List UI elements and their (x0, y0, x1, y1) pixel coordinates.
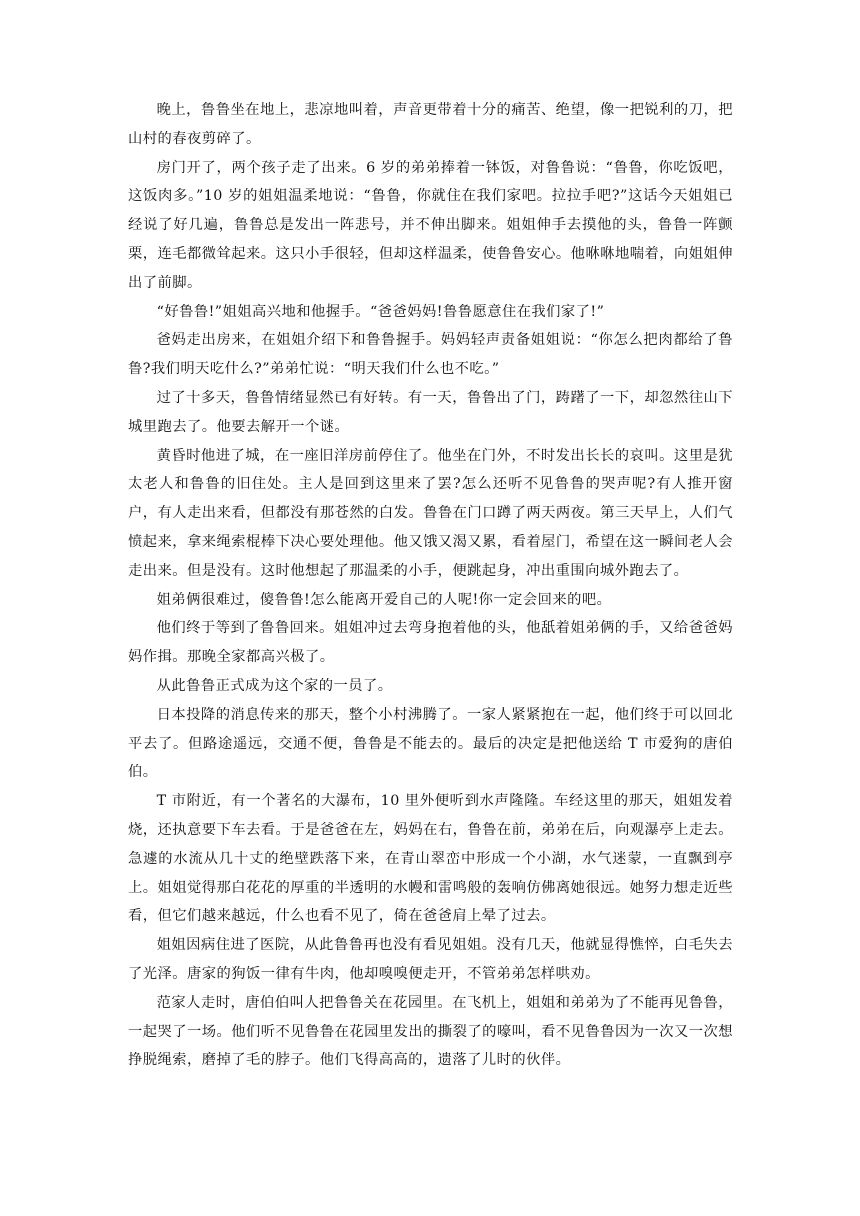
paragraph: “好鲁鲁!”姐姐高兴地和他握手。“爸爸妈妈!鲁鲁愿意住在我们家了!” (156, 303, 605, 320)
paragraph: 从此鲁鲁正式成为这个家的一员了。 (156, 677, 393, 694)
paragraph: 姐姐因病住进了医院，从此鲁鲁再也没有看见姐姐。没有几天，他就显得憔悴，白毛失去了光泽。唐家的狗饭一律有牛肉，他却嗅嗅便走开，不管弟弟怎样哄劝。 (128, 937, 733, 982)
paragraph: 过了十多天，鲁鲁情绪显然已有好转。有一天，鲁鲁出了门，踌躇了一下，却忽然往山下城里跑去了。他要去解开一个谜。 (128, 389, 733, 435)
document-page (128, 96, 733, 1075)
paragraph: T 市附近，有一个著名的大瀑布，10 里外便听到水声隆隆。车经这里的那天，姐姐发着烧，还执意要下车去看。于是爸爸在左，妈妈在右，鲁鲁在前，弟弟在后，向观瀑亭上走去。急遽的水流从几十丈的绝壁跌落下来，在青山翠峦中形成一个小湖，水气迷蒙，一直飘到亭上。姐姐觉得那白花花的厚重的半透明的水幔和雷鸣般的轰响仿佛离她很远。她努力想走近些看，但它们越来越远，什么也看不见了，倚在爸爸肩上晕了过去。 (128, 793, 733, 925)
paragraph: 他们终于等到了鲁鲁回来。姐姐冲过去弯身抱着他的头，他舐着姐弟俩的手，又给爸爸妈妈作揖。那晚全家都高兴极了。 (128, 620, 733, 666)
paragraph: 姐弟俩很难过，傻鲁鲁!怎么能离开爱自己的人呢!你一定会回来的吧。 (156, 591, 612, 608)
paragraph: 范家人走时，唐伯伯叫人把鲁鲁关在花园里。在飞机上，姐姐和弟弟为了不能再见鲁鲁，一起哭了一场。他们听不见鲁鲁在花园里发出的撕裂了的嚎叫，看不见鲁鲁因为一次又一次想挣脱绳索，磨掉了毛的脖子。他们飞得高高的，遗落了儿时的伙伴。 (128, 994, 733, 1069)
paragraph: 爸妈走出房来，在姐姐介绍下和鲁鲁握手。妈妈轻声责备姐姐说：“你怎么把肉都给了鲁鲁?我们明天吃什么?”弟弟忙说：“明天我们什么也不吃。” (128, 332, 733, 378)
paragraph: 黄昏时他进了城，在一座旧洋房前停住了。他坐在门外，不时发出长长的哀叫。这里是犹太老人和鲁鲁的旧住处。主人是回到这里来了罢?怎么还听不见鲁鲁的哭声呢?有人推开窗户，有人走出来看，但都没有那苍然的白发。鲁鲁在门口蹲了两天两夜。第三天早上，人们气愤起来，拿来绳索棍棒下决心要处理他。他又饿又渴又累，看着屋门，希望在这一瞬间老人会走出来。但是没有。这时他想起了那温柔的小手，便跳起身，冲出重围向城外跑去了。 (128, 447, 733, 579)
paragraph: 晚上，鲁鲁坐在地上，悲凉地叫着，声音更带着十分的痛苦、绝望，像一把锐利的刀，把山村的春夜剪碎了。 (128, 102, 733, 147)
paragraph: 日本投降的消息传来的那天，整个小村沸腾了。一家人紧紧抱在一起，他们终于可以回北平去了。但路途遥远，交通不便，鲁鲁是不能去的。最后的决定是把他送给 T 市爱狗的唐伯伯。 (128, 706, 733, 781)
paragraph: 房门开了，两个孩子走了出来。6 岁的弟弟捧着一钵饭，对鲁鲁说：“鲁鲁，你吃饭吧，这饭肉多。”10 岁的姐姐温柔地说：“鲁鲁，你就住在我们家吧。拉拉手吧?”这话今天姐姐已经说了好几遍，鲁鲁总是发出一阵悲号，并不伸出脚来。姐姐伸手去摸他的头，鲁鲁一阵颤栗，连毛都微耸起来。这只小手很轻，但却这样温柔，使鲁鲁安心。他咻咻地喘着，向姐姐伸出了前脚。 (128, 159, 733, 291)
